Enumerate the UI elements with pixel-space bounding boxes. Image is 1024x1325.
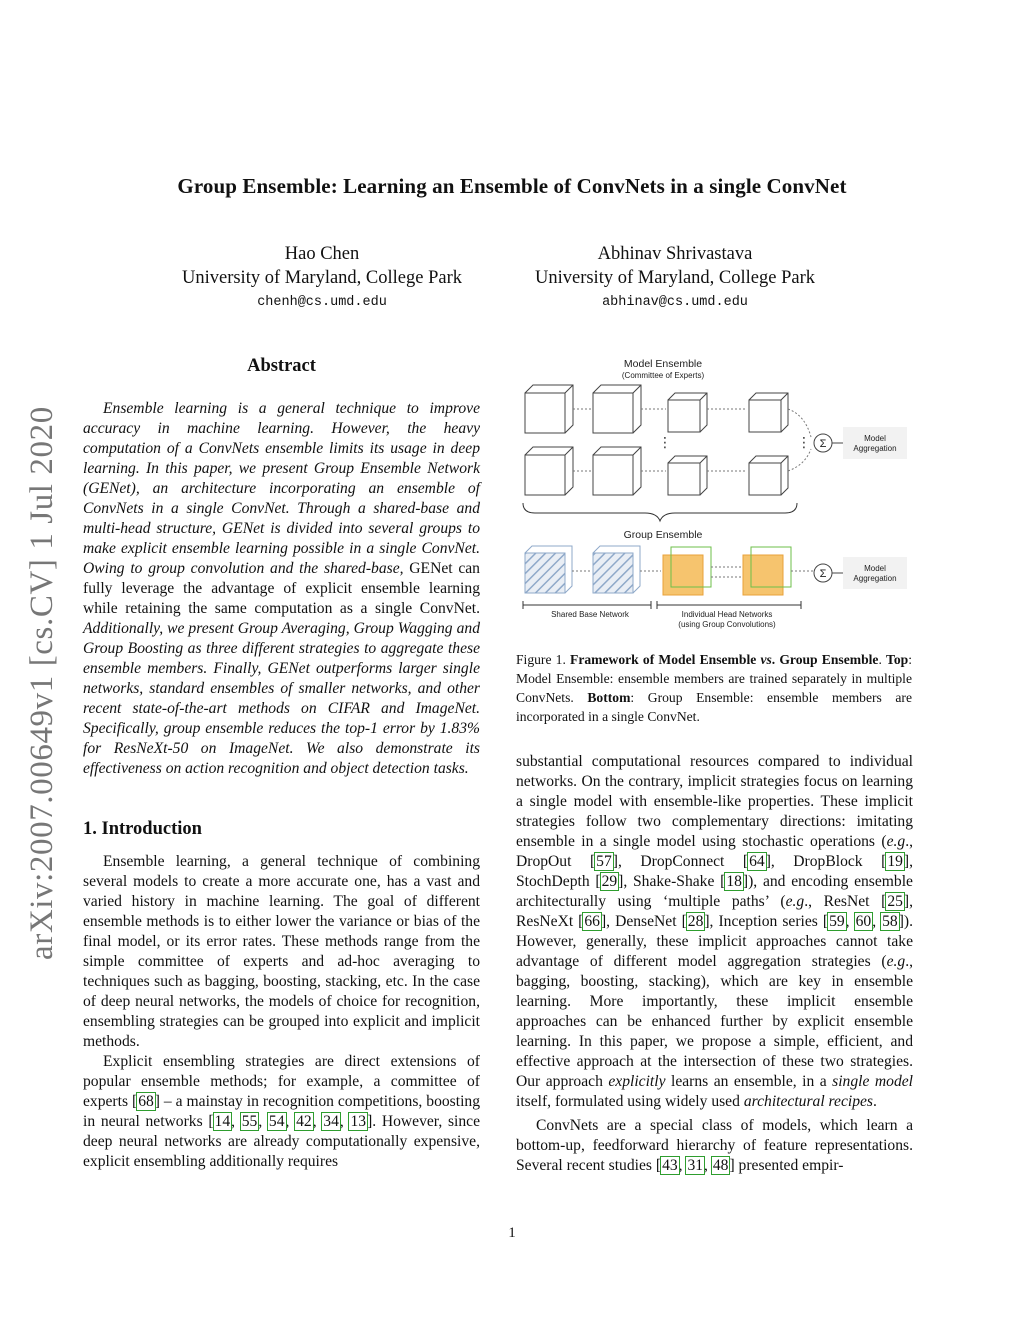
figure-1 bbox=[515, 355, 915, 635]
citation-link[interactable]: 31 bbox=[687, 1157, 704, 1174]
text: e.g bbox=[785, 893, 805, 910]
text: e.g bbox=[886, 953, 906, 970]
figure-top-subtitle: (Committee of Experts) bbox=[621, 371, 705, 380]
dots-icon: ⋮ bbox=[658, 434, 672, 450]
aggregation-label: Model bbox=[864, 564, 886, 573]
text: ]. However, since deep neural networks are already computationally expensive, explicit ensembling additionally requires bbox=[83, 1113, 481, 1170]
text: ] – a mainstay in recognition competitions, boosting in neural networks [ bbox=[83, 1093, 480, 1130]
author-name: Hao Chen bbox=[284, 244, 360, 264]
figure-group-title: Group Ensemble bbox=[623, 529, 703, 541]
heads-label: Individual Head Networks bbox=[681, 610, 773, 619]
author-1 bbox=[172, 242, 472, 310]
citation-link[interactable]: 48 bbox=[712, 1157, 729, 1174]
text: . Group Ensemble bbox=[771, 652, 879, 667]
citation-link[interactable]: 29 bbox=[601, 873, 618, 890]
text: substantial computational resources compared to individual networks. On the contrary, implicit strategies focus on learning a single model with ensemble-like properties. These implicit strategies follow two complementary directions: imitating ensemble in a single model using stochastic operations ( bbox=[516, 753, 913, 850]
cube bbox=[668, 463, 700, 495]
abstract-text: Additionally, we present Group Averaging, Group Wagging and Group Boosting as three different strategies to aggregate these ensemble members. Finally, GENet outperforms larger single networks, standard ensembles of smaller networks, and other recent state-of-the-art methods on CIFAR and ImageNet. Specifically, group ensemble reduces the top-1 error by 1.83% for ResNeXt-50 on ImageNet. We also demonstrate its effectiveness on action recognition and object detection tasks. bbox=[83, 620, 480, 777]
citation-link[interactable]: 58 bbox=[882, 913, 898, 930]
cube bbox=[593, 455, 633, 495]
cube bbox=[749, 400, 781, 432]
paragraph: ConvNets are a special class of models, which learn a bottom-up, feedforward hierarchy of feature representations. Several recent studies [43, 31, 48] presented empir- bbox=[516, 1117, 913, 1174]
text: . bbox=[878, 652, 887, 667]
cube bbox=[668, 400, 700, 432]
shared-base-label: Shared Base Network bbox=[551, 610, 629, 619]
text: Top bbox=[886, 652, 909, 667]
text: itself, formulated using widely used bbox=[516, 1093, 744, 1110]
text: : Group Ensemble: ensemble members are incorporated in a single ConvNet. bbox=[516, 690, 912, 724]
text: ], Shake-Shake [ bbox=[618, 873, 726, 890]
cube bbox=[593, 393, 633, 433]
text: vs bbox=[760, 652, 772, 667]
citation-link[interactable]: 42 bbox=[296, 1113, 312, 1130]
aggregation-label: Aggregation bbox=[853, 574, 897, 583]
arxiv-stamp bbox=[8, 370, 68, 960]
shared-base bbox=[525, 546, 640, 593]
aggregation-box bbox=[843, 557, 907, 589]
cube bbox=[525, 393, 565, 433]
text: Explicit ensembling strategies are direct extensions of popular ensemble methods; for example, a committee of experts [ bbox=[83, 1053, 480, 1110]
heads-label: (using Group Convolutions) bbox=[678, 620, 776, 629]
text: ConvNets are a special class of models, which learn a bottom-up, feedforward hierarchy of feature representations. Several recent studies [ bbox=[516, 1117, 913, 1174]
abstract-heading: Abstract bbox=[247, 356, 316, 376]
aggregation-label: Aggregation bbox=[853, 444, 897, 453]
hatched-cube bbox=[593, 553, 633, 593]
text: ], DenseNet [ bbox=[600, 913, 687, 930]
head-networks bbox=[663, 547, 791, 595]
text: ., ResNet [ bbox=[804, 893, 887, 910]
paper-title: Group Ensemble: Learning an Ensemble of ConvNets in a single ConvNet bbox=[177, 174, 847, 198]
citation-link[interactable]: 18 bbox=[726, 873, 742, 890]
aggregation-label: Model bbox=[864, 434, 886, 443]
paragraph: substantial computational resources compared to individual networks. On the contrary, implicit strategies focus on learning a single model with ensemble-like properties. These implicit strategies follow two complementary directions: imitating ensemble in a single model using stochastic operations (e.g., DropOut [57], DropConnect [64], DropBlock [19], StochDepth [29], Shake-Shake [18]), and encoding ensemble architecturally using ‘multiple paths’ (e.g., ResNet [25], ResNeXt [66], DenseNet [28], Inception series [59, 60, 58]). However, generally, these implicit approaches cannot take advantage of different model aggregation strategies (e.g., bagging, boosting, stacking), which are key in ensemble learning. More importantly, these implicit ensemble approaches can be enhanced further by explicit ensemble learning. In this paper, we propose a simple, efficient, and effective approach at the intersection of these two strategies. Our approach explicitly learns an ensemble, in a single model itself, formulated using widely used architectural recipes. bbox=[516, 753, 913, 1110]
cube-group bbox=[525, 385, 788, 495]
text: ], Inception series [ bbox=[704, 913, 829, 930]
citation-link[interactable]: 43 bbox=[662, 1157, 678, 1174]
text: Bottom bbox=[587, 690, 631, 705]
intro-body bbox=[83, 852, 480, 1172]
text: . bbox=[873, 1093, 877, 1110]
text: e.g bbox=[886, 833, 906, 850]
abstract-body bbox=[83, 399, 480, 779]
text: : Model Ensemble: ensemble members are trained separately in multiple ConvNets. bbox=[516, 652, 912, 705]
author-2 bbox=[520, 242, 830, 310]
cube bbox=[525, 455, 565, 495]
text: single model bbox=[832, 1073, 913, 1090]
abstract-text: GENet can fully leverage the advantage of explicit ensemble learning while retaining the same computation as a single ConvNet. bbox=[83, 560, 480, 617]
paragraph: Explicit ensembling strategies are direct extensions of popular ensemble methods; for example, a committee of experts [68] – a mainstay in recognition competitions, boosting in neural networks [14, 55, 54, 42, 34, 13]. However, since deep neural networks are already computationally expensive, explicit ensembling additionally requires bbox=[83, 1053, 481, 1170]
author-email[interactable]: abhinav@cs.umd.edu bbox=[602, 295, 748, 310]
citation-link[interactable]: 25 bbox=[887, 893, 903, 910]
text: ]). However, generally, these implicit approaches cannot take advantage of different model aggregation strategies ( bbox=[516, 913, 913, 970]
citation-link[interactable]: 14 bbox=[214, 1113, 231, 1130]
sum-symbol: Σ bbox=[819, 438, 827, 450]
arrow bbox=[788, 409, 811, 437]
citation-link[interactable]: 59 bbox=[829, 913, 845, 930]
section-heading: 1. Introduction bbox=[83, 819, 202, 839]
citation-link[interactable]: 55 bbox=[241, 1113, 258, 1130]
text: ], DropConnect [ bbox=[612, 853, 749, 870]
author-affiliation: University of Maryland, College Park bbox=[181, 268, 462, 288]
author-name: Abhinav Shrivastava bbox=[597, 244, 753, 264]
brace bbox=[523, 503, 797, 521]
text: architectural recipes bbox=[743, 1093, 874, 1110]
text: ], DropBlock [ bbox=[765, 853, 887, 870]
right-column bbox=[516, 752, 913, 1176]
left-column bbox=[83, 356, 480, 1172]
citation-link[interactable]: 28 bbox=[687, 913, 704, 930]
citation-link[interactable]: 68 bbox=[138, 1093, 154, 1110]
figure-caption bbox=[516, 650, 912, 726]
text: learns an ensemble, in a bbox=[665, 1073, 833, 1090]
citation-link[interactable]: 64 bbox=[749, 853, 765, 870]
citation-link[interactable]: 66 bbox=[584, 913, 600, 930]
aggregation-box bbox=[843, 427, 907, 459]
citation-link[interactable]: 13 bbox=[350, 1113, 367, 1130]
paragraph: Ensemble learning, a general technique of combining several models to create a more accurate one, has a vast and varied history in machine learning. The goal of different ensemble methods is to either lower the variance or bias of the final model, or its error rates. These methods range from the simple committee of experts and ad-hoc averaging to techniques such as bagging, boosting, stacking, etc. In the case of deep neural networks, the models of choice for recognition, ensembling strategies can be grouped into explicit and implicit methods. bbox=[83, 853, 480, 1050]
text: ., bagging, boosting, stacking), which are key in ensemble learning. More importantly, these implicit ensemble approaches can be enhanced further by explicit ensemble learning. In this paper, we propose a simple, efficient, and effective approach at the intersection of these two strategies. Our approach bbox=[516, 953, 913, 1090]
cube bbox=[749, 463, 781, 495]
abstract-text: Ensemble learning is a general technique to improve accuracy in machine learning. However, the heavy computation of a ConvNets ensemble limits its usage in deep learning. In this paper, we present Group Ensemble Network (GENet), an architecture incorporating an ensemble of ConvNets in a single ConvNet. Through a shared-base and multi-head structure, GENet is divided into several groups to make explicit ensemble learning possible in a single ConvNet. Owing to group convolution and the shared-base, bbox=[83, 400, 480, 577]
text: ], ResNeXt [ bbox=[516, 893, 913, 930]
head-cube bbox=[743, 555, 783, 595]
citation-link[interactable]: 60 bbox=[855, 913, 872, 930]
citation-link[interactable]: 34 bbox=[323, 1113, 339, 1130]
citation-link[interactable]: 57 bbox=[596, 853, 612, 870]
text: ], StochDepth [ bbox=[516, 853, 913, 890]
dots-icon: ⋮ bbox=[797, 434, 811, 450]
text: ., DropOut [ bbox=[516, 833, 913, 870]
citation-link[interactable]: 54 bbox=[268, 1113, 285, 1130]
hatched-cube bbox=[525, 553, 565, 593]
author-affiliation: University of Maryland, College Park bbox=[534, 268, 815, 288]
text: ]), and encoding ensemble architecturally using ‘multiple paths’ ( bbox=[516, 873, 913, 910]
text: Framework of Model Ensemble bbox=[570, 652, 761, 667]
arrow bbox=[788, 449, 811, 471]
text: explicitly bbox=[608, 1073, 666, 1090]
arxiv-stamp-text: arXiv:2007.00649v1 [cs.CV] 1 Jul 2020 bbox=[24, 406, 60, 960]
figure-top-title: Model Ensemble bbox=[623, 358, 703, 370]
sum-symbol: Σ bbox=[819, 568, 827, 580]
citation-link[interactable]: 19 bbox=[887, 853, 903, 870]
text: ] presented empir- bbox=[729, 1157, 844, 1174]
page-number: 1 bbox=[508, 1225, 516, 1241]
text: Figure 1. bbox=[516, 652, 571, 667]
author-email[interactable]: chenh@cs.umd.edu bbox=[257, 295, 387, 310]
head-cube bbox=[663, 555, 703, 595]
